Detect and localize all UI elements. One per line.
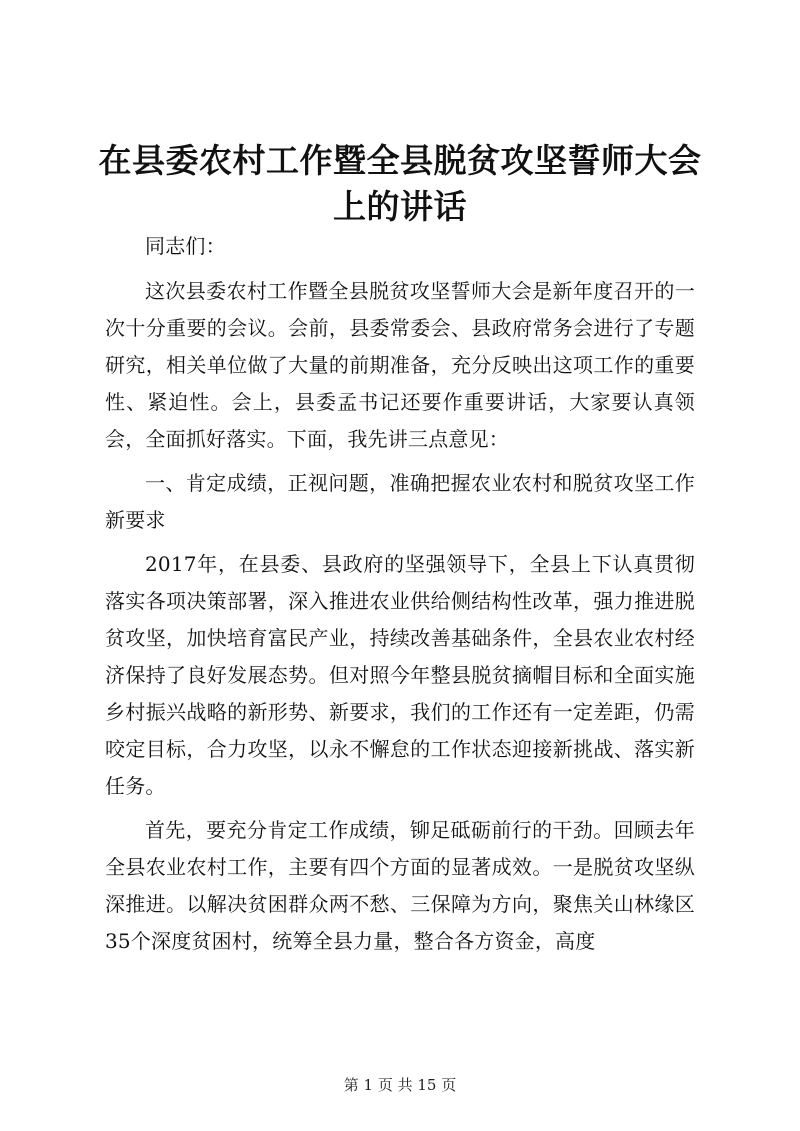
section-heading: 一、肯定成绩，正视问题，准确把握农业农村和脱贫攻坚工作新要求	[105, 471, 695, 532]
intro-paragraph: 这次县委农村工作暨全县脱贫攻坚誓师大会是新年度召开的一次十分重要的会议。会前，县委常委会、县政府常务会进行了专题研究，相关单位做了大量的前期准备，充分反映出这项工作的重要性、紧迫性。会上，县委孟书记还要作重要讲话，大家要认真领会，全面抓好落实。下面，我先讲三点意见：	[105, 279, 695, 451]
body-paragraph: 2017年，在县委、县政府的坚强领导下，全县上下认真贯彻落实各项决策部署，深入推进农业供给侧结构性改革，强力推进脱贫攻坚，加快培育富民产业，持续改善基础条件，全县农业农村经济保持了良好发展态势。但对照今年整县脱贫摘帽目标和全面实施乡村振兴战略的新形势、新要求，我们的工作还有一定差距，仍需咬定目标，合力攻坚，以永不懈怠的工作状态迎接新挑战、落实新任务。	[105, 552, 695, 798]
document-title: 在县委农村工作暨全县脱贫攻坚誓师大会上的讲话	[98, 141, 702, 226]
page-number-footer: 第 1 页 共 15 页	[343, 1076, 457, 1094]
body-paragraph: 首先，要充分肯定工作成绩，铆足砥砺前行的干劲。回顾去年全县农业农村工作，主要有四个方面的显著成效。一是脱贫攻坚纵深推进。以解决贫困群众两不愁、三保障为方向，聚焦关山林缘区35个深度贫困村，统筹全县力量，整合各方资金，高度	[105, 818, 695, 953]
salutation-paragraph: 同志们：	[145, 234, 226, 258]
document-body	[105, 228, 695, 967]
